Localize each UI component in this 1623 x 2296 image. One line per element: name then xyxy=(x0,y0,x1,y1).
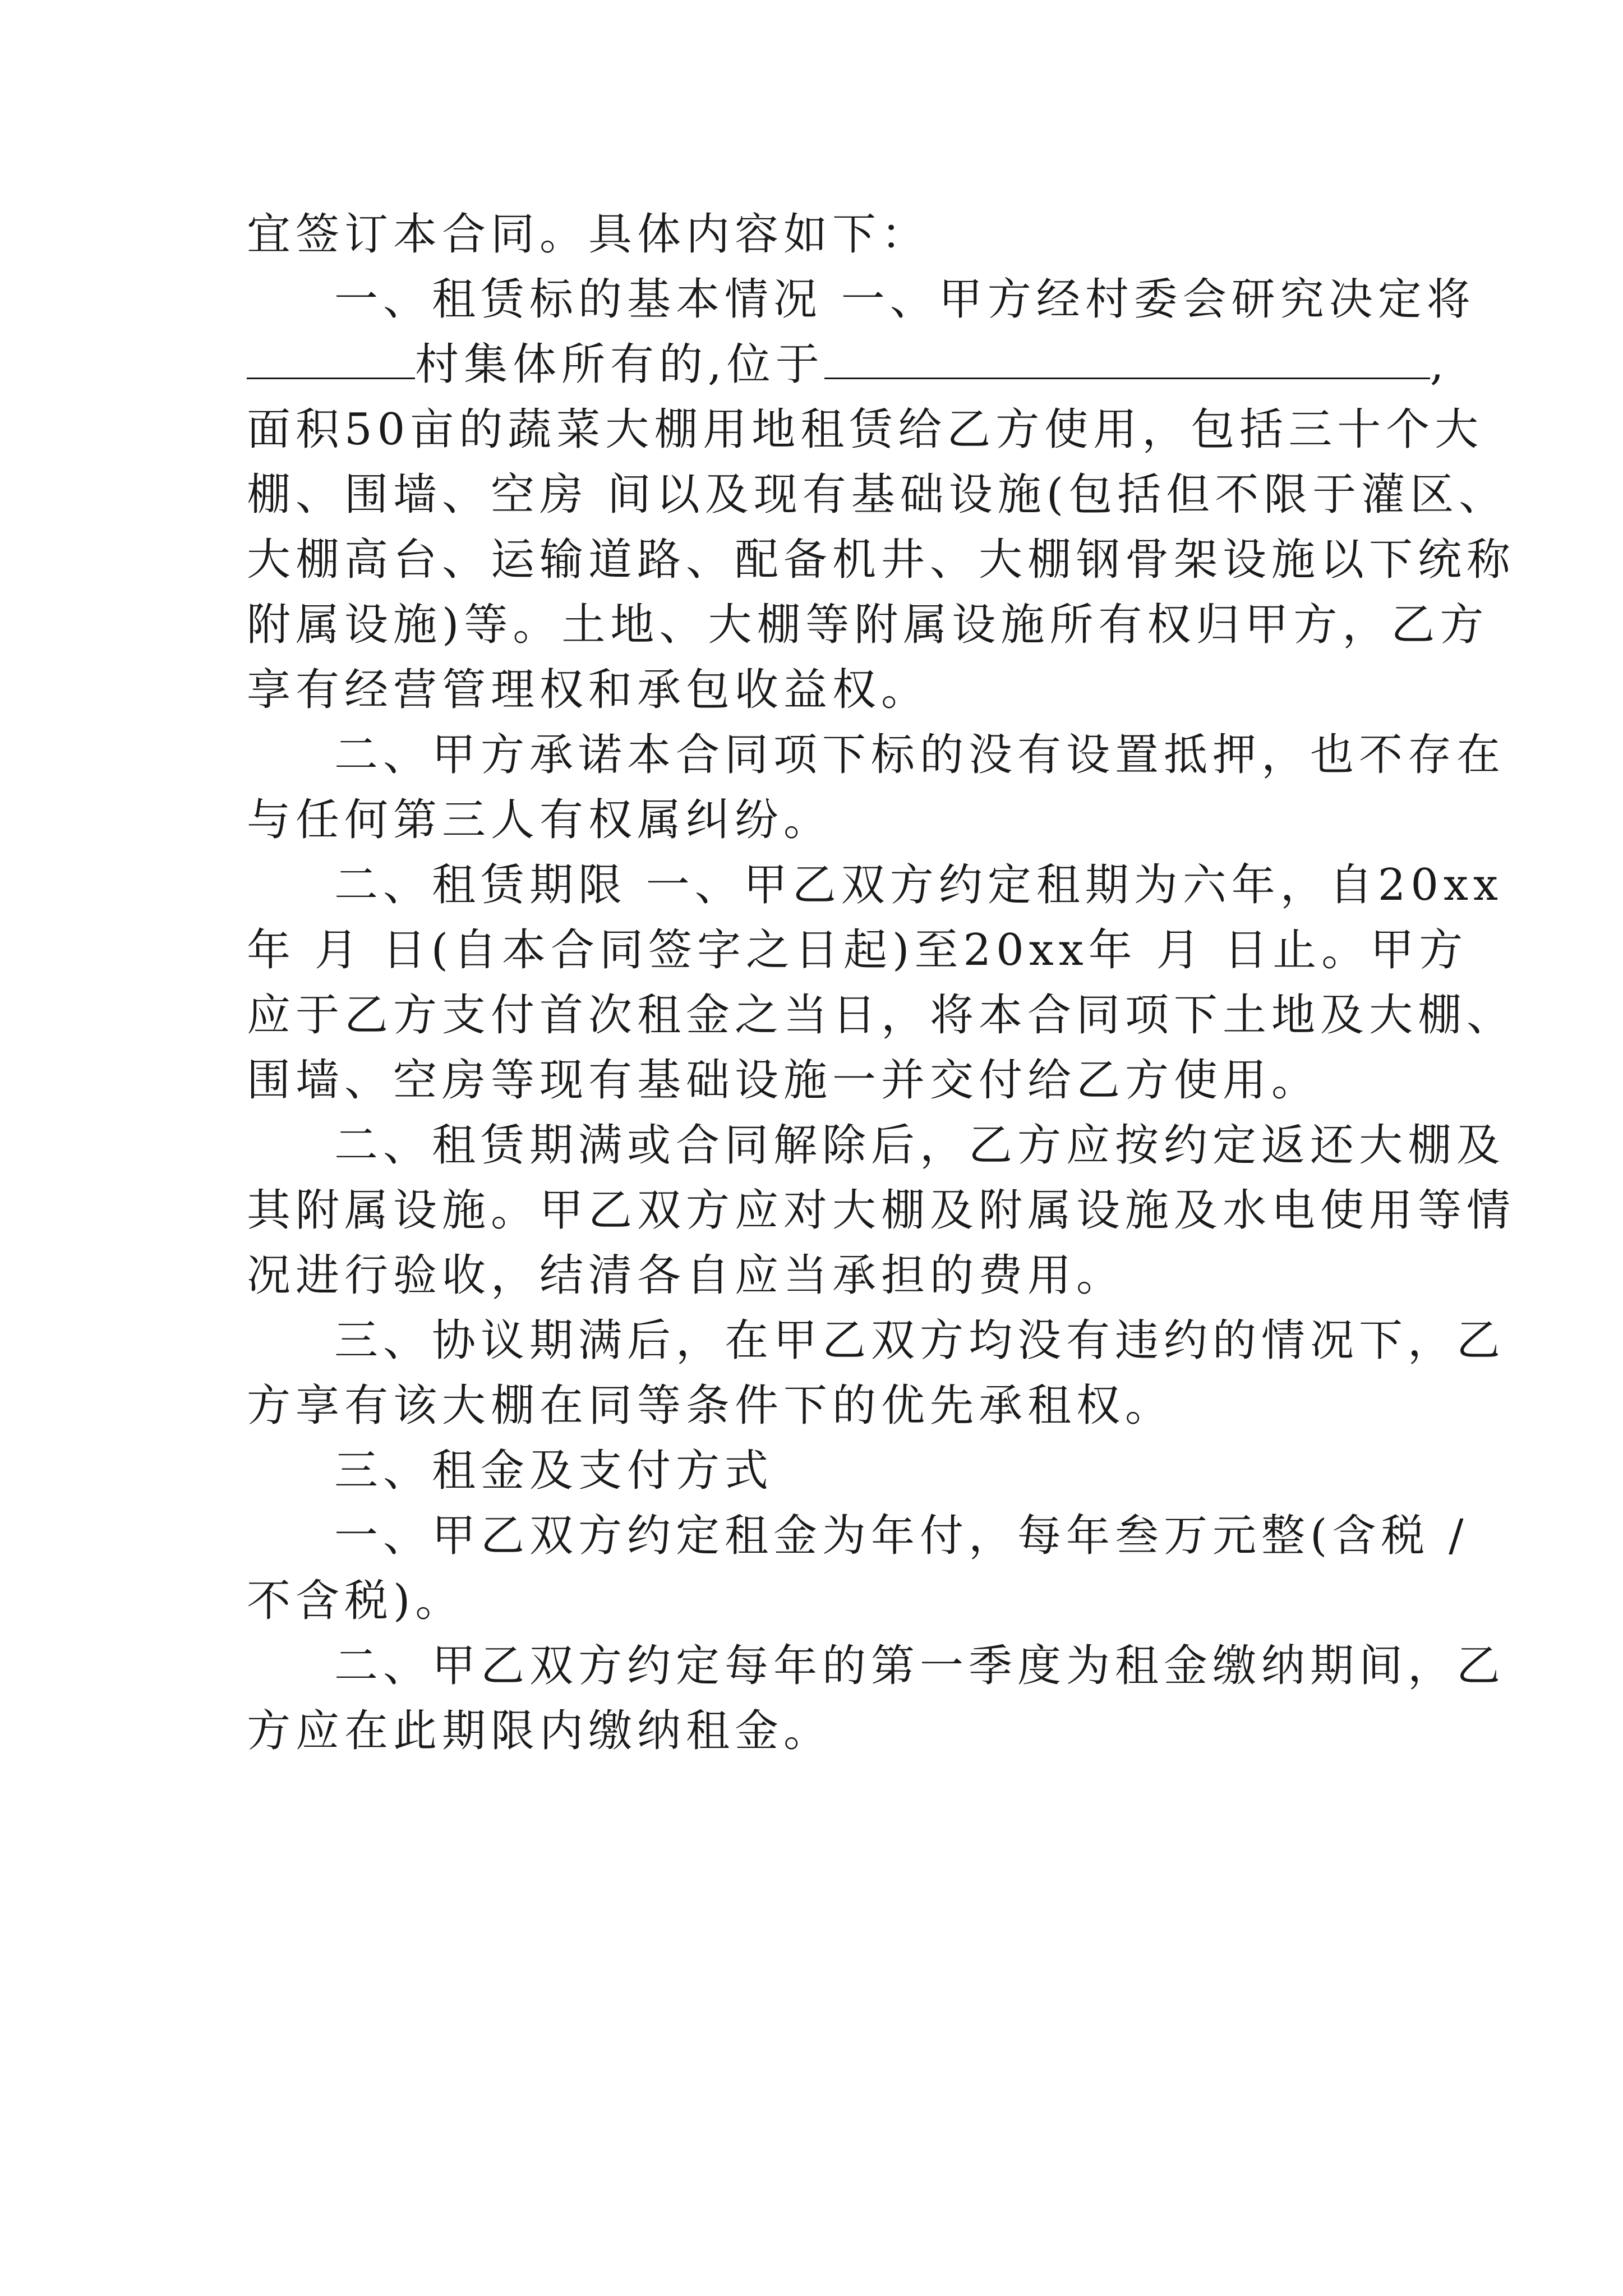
text-line: 宜签订本合同。具体内容如下： xyxy=(247,209,930,260)
text-line: 其附属设施。甲乙双方应对大棚及附属设施及水电使用等情 xyxy=(247,1185,1516,1236)
text-line: 二、甲方承诺本合同项下标的没有设置抵押，也不存在 xyxy=(334,730,1506,780)
text-line: 一、甲乙双方约定租金为年付，每年叁万元整(含税 / xyxy=(334,1511,1469,1561)
text-line: 二、甲乙双方约定每年的第一季度为租金缴纳期间，乙 xyxy=(334,1641,1506,1691)
text-segment: 村集体所有的,位于 xyxy=(415,339,824,390)
text-line: 年 月 日(自本合同签字之日起)至20xx年 月 日止。甲方 xyxy=(247,925,1468,976)
text-line: 一、租赁标的基本情况 一、甲方经村委会研究决定将 xyxy=(334,274,1476,325)
text-line: 三、协议期满后，在甲乙双方均没有违约的情况下，乙 xyxy=(334,1315,1506,1366)
text-line: 方应在此期限内缴纳租金。 xyxy=(247,1706,833,1756)
text-line: 况进行验收，结清各自应当承担的费用。 xyxy=(247,1250,1126,1301)
text-line: 二、租赁期限 一、甲乙双方约定租期为六年，自20xx xyxy=(334,860,1504,910)
text-line: 附属设施)等。土地、大棚等附属设施所有权归甲方，乙方 xyxy=(247,600,1489,650)
text-segment: , xyxy=(1430,339,1449,390)
text-line: 面积50亩的蔬菜大棚用地租赁给乙方使用，包括三十个大 xyxy=(247,404,1484,455)
text-line: 大棚高台、运输道路、配备机井、大棚钢骨架设施以下统称 xyxy=(247,535,1516,585)
text-line: 棚、围墙、空房 间以及现有基础设施(包括但不限于灌区、 xyxy=(247,470,1508,520)
text-line: 不含税)。 xyxy=(247,1576,464,1626)
text-line: 应于乙方支付首次租金之当日，将本合同项下土地及大棚、 xyxy=(247,990,1516,1041)
text-line: 享有经营管理权和承包收益权。 xyxy=(247,665,930,715)
blank-line xyxy=(247,334,415,379)
text-line: 与任何第三人有权属纠纷。 xyxy=(247,795,833,845)
text-line-with-blanks xyxy=(247,332,1449,397)
document-body xyxy=(247,202,1516,1764)
blank-line xyxy=(824,334,1430,379)
text-line: 方享有该大棚在同等条件下的优先承租权。 xyxy=(247,1381,1174,1431)
text-line: 二、租赁期满或合同解除后，乙方应按约定返还大棚及 xyxy=(334,1120,1506,1171)
text-line: 围墙、空房等现有基础设施一并交付给乙方使用。 xyxy=(247,1055,1321,1106)
section-heading: 三、租金及支付方式 xyxy=(334,1446,774,1496)
